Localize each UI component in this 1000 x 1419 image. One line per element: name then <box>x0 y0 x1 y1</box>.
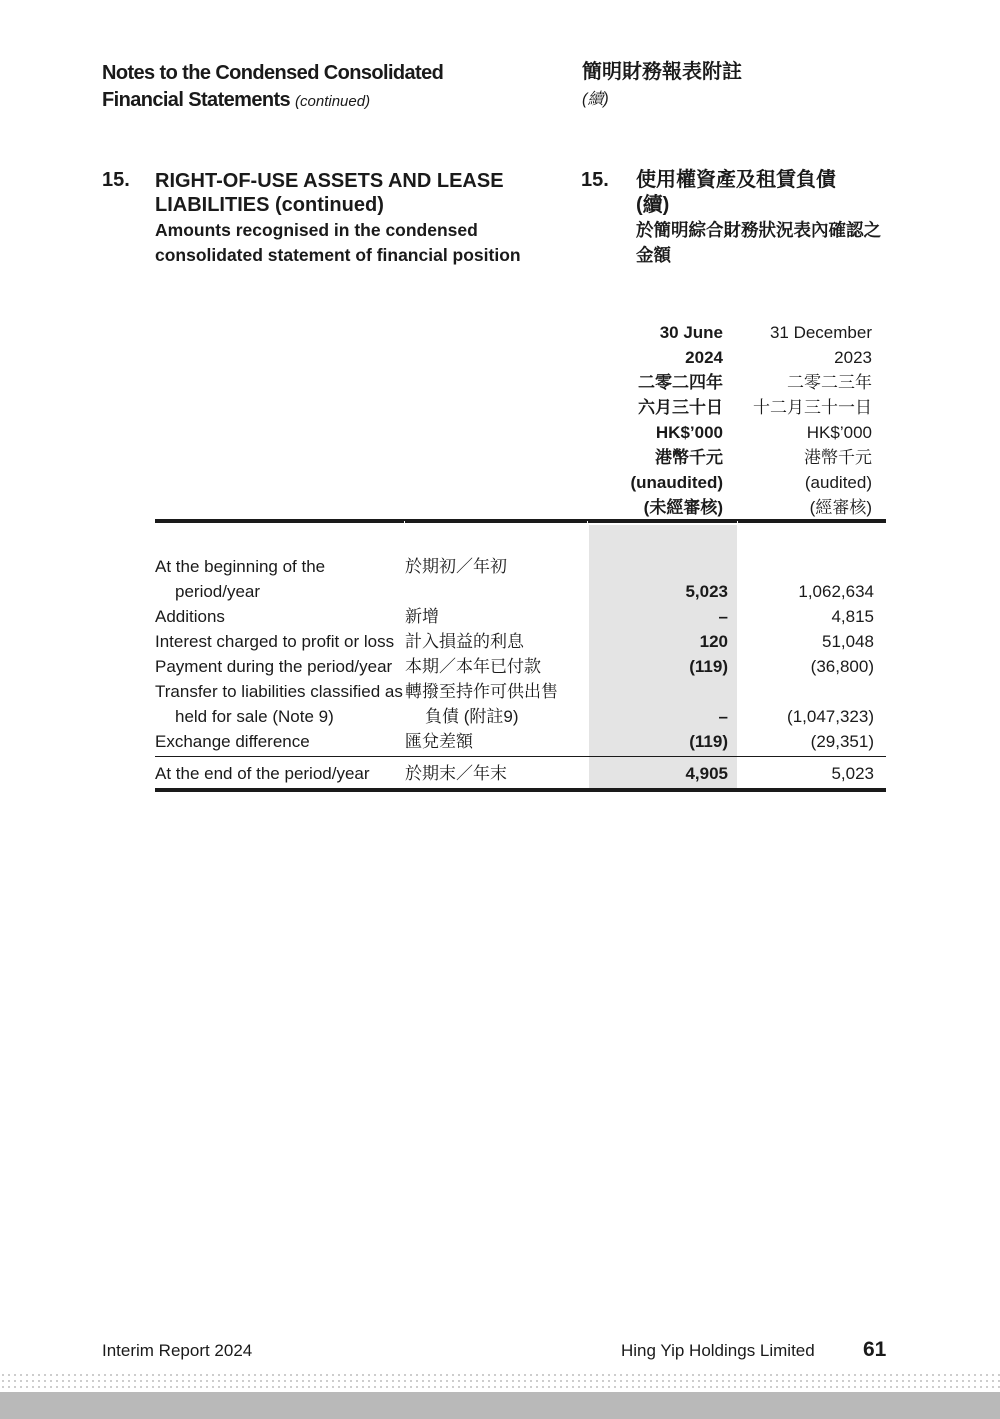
running-header-en-line1: Notes to the Condensed Consolidated <box>102 62 444 84</box>
table-row <box>0 729 1000 754</box>
table-top-rule <box>155 519 886 523</box>
row-label-zh: 匯兌差額 <box>405 732 473 751</box>
running-header-en-line2: Financial Statements <box>102 89 291 111</box>
row-value-current: 5,023 <box>685 582 728 601</box>
row-label-en-line2: held for sale (Note 9) <box>175 707 334 726</box>
row-label-zh: 本期／本年已付款 <box>405 657 541 676</box>
section-title-zh-line1: 使用權資產及租賃負債 <box>636 169 836 191</box>
column-header-current-line: 港幣千元 <box>655 448 723 467</box>
table-row <box>0 654 1000 679</box>
column-separator <box>404 521 405 525</box>
row-label-en: Additions <box>155 607 225 626</box>
section-title-en: RIGHT-OF-USE ASSETS AND LEASE LIABILITIES (continued) <box>155 170 504 216</box>
column-header-current-line: 30 June <box>659 323 723 342</box>
row-value-prior: (36,800) <box>810 657 874 676</box>
running-header-en-line2-wrap <box>102 87 443 115</box>
column-header-current-line: HK$’000 <box>655 423 723 442</box>
page-number: 61 <box>863 1338 887 1361</box>
footer-dot-pattern <box>0 1372 1000 1390</box>
table-row <box>0 629 1000 654</box>
column-header-prior <box>753 320 872 520</box>
column-separator <box>737 521 738 525</box>
row-value-prior: 4,815 <box>831 607 874 626</box>
column-header-prior-line: 十二月三十一日 <box>753 398 872 417</box>
footer-report-title: Interim Report 2024 <box>102 1341 253 1360</box>
row-label-zh: 計入損益的利息 <box>405 632 524 651</box>
row-label-zh-line1: 轉撥至持作可供出售 <box>405 682 558 701</box>
row-label-zh-line2: 負債 (附註9) <box>425 707 519 726</box>
row-label-en: Exchange difference <box>155 732 310 751</box>
section-number-zh: 15. <box>581 169 609 191</box>
subtotal-rule <box>155 756 886 757</box>
total-value-prior: 5,023 <box>831 764 874 783</box>
footer-company-name: Hing Yip Holdings Limited <box>621 1341 815 1360</box>
total-label-en: At the end of the period/year <box>155 764 370 783</box>
row-value-prior: (1,047,323) <box>787 707 874 726</box>
row-label-en <box>155 554 405 604</box>
running-header-zh-title: 簡明財務報表附註 <box>582 61 742 83</box>
column-header-current-line: 2024 <box>685 348 723 367</box>
section-subtitle-zh: 於簡明綜合財務狀況表內確認之金額 <box>636 220 881 265</box>
column-separator <box>587 521 588 525</box>
row-label-en-line1: At the beginning of the <box>155 557 326 576</box>
footer-band <box>0 1392 1000 1419</box>
column-header-prior-line: 二零二三年 <box>787 373 872 392</box>
column-header-prior-line: HK$’000 <box>806 423 872 442</box>
column-header-current-line: 二零二四年 <box>638 373 723 392</box>
row-value-prior: (29,351) <box>810 732 874 751</box>
running-header-zh-continued: (續) <box>582 91 609 108</box>
table-total-row <box>0 761 1000 786</box>
column-header-current <box>630 320 723 520</box>
row-label-en-line1: Transfer to liabilities classified as <box>155 682 403 701</box>
row-label-zh: 新增 <box>405 607 439 626</box>
column-header-prior-line: 31 December <box>769 323 872 342</box>
row-value-current: (119) <box>689 732 728 751</box>
row-value-prior: 51,048 <box>822 632 874 651</box>
column-header-current-line: 六月三十日 <box>638 398 723 417</box>
row-label-en: Interest charged to profit or loss <box>155 632 395 651</box>
running-header-zh <box>582 58 742 114</box>
row-value-current: – <box>718 607 728 626</box>
table-row <box>0 554 1000 604</box>
section-number-en: 15. <box>102 169 130 191</box>
row-value-current: – <box>718 707 728 726</box>
running-header-en <box>102 60 443 115</box>
section-title-zh-line2: (續) <box>636 194 670 216</box>
column-header-prior-line: 2023 <box>834 348 872 367</box>
row-label-zh <box>405 679 590 729</box>
total-label-zh: 於期末／年末 <box>405 764 507 783</box>
row-value-prior: 1,062,634 <box>798 582 874 601</box>
column-header-current-line: (unaudited) <box>630 473 723 492</box>
running-header-continued: (continued) <box>295 93 371 110</box>
table-bottom-rule <box>155 788 886 792</box>
column-header-prior-line: 港幣千元 <box>804 448 872 467</box>
table-row <box>0 604 1000 629</box>
total-value-current: 4,905 <box>685 764 728 783</box>
row-value-current: (119) <box>689 657 728 676</box>
row-label-en-line2: period/year <box>175 582 261 601</box>
row-label-zh: 於期初／年初 <box>405 557 507 576</box>
column-header-prior-line: (audited) <box>804 473 872 492</box>
row-value-current: 120 <box>699 632 728 651</box>
section-title-zh <box>636 168 896 218</box>
row-label-en: Payment during the period/year <box>155 657 393 676</box>
table-row <box>0 679 1000 729</box>
column-header-prior-line: (經審核) <box>809 498 872 517</box>
section-subtitle-en: Amounts recognised in the condensed consolidated statement of financial position <box>155 220 521 265</box>
column-header-current-line: (未經審核) <box>643 498 723 517</box>
row-label-en <box>155 679 405 729</box>
